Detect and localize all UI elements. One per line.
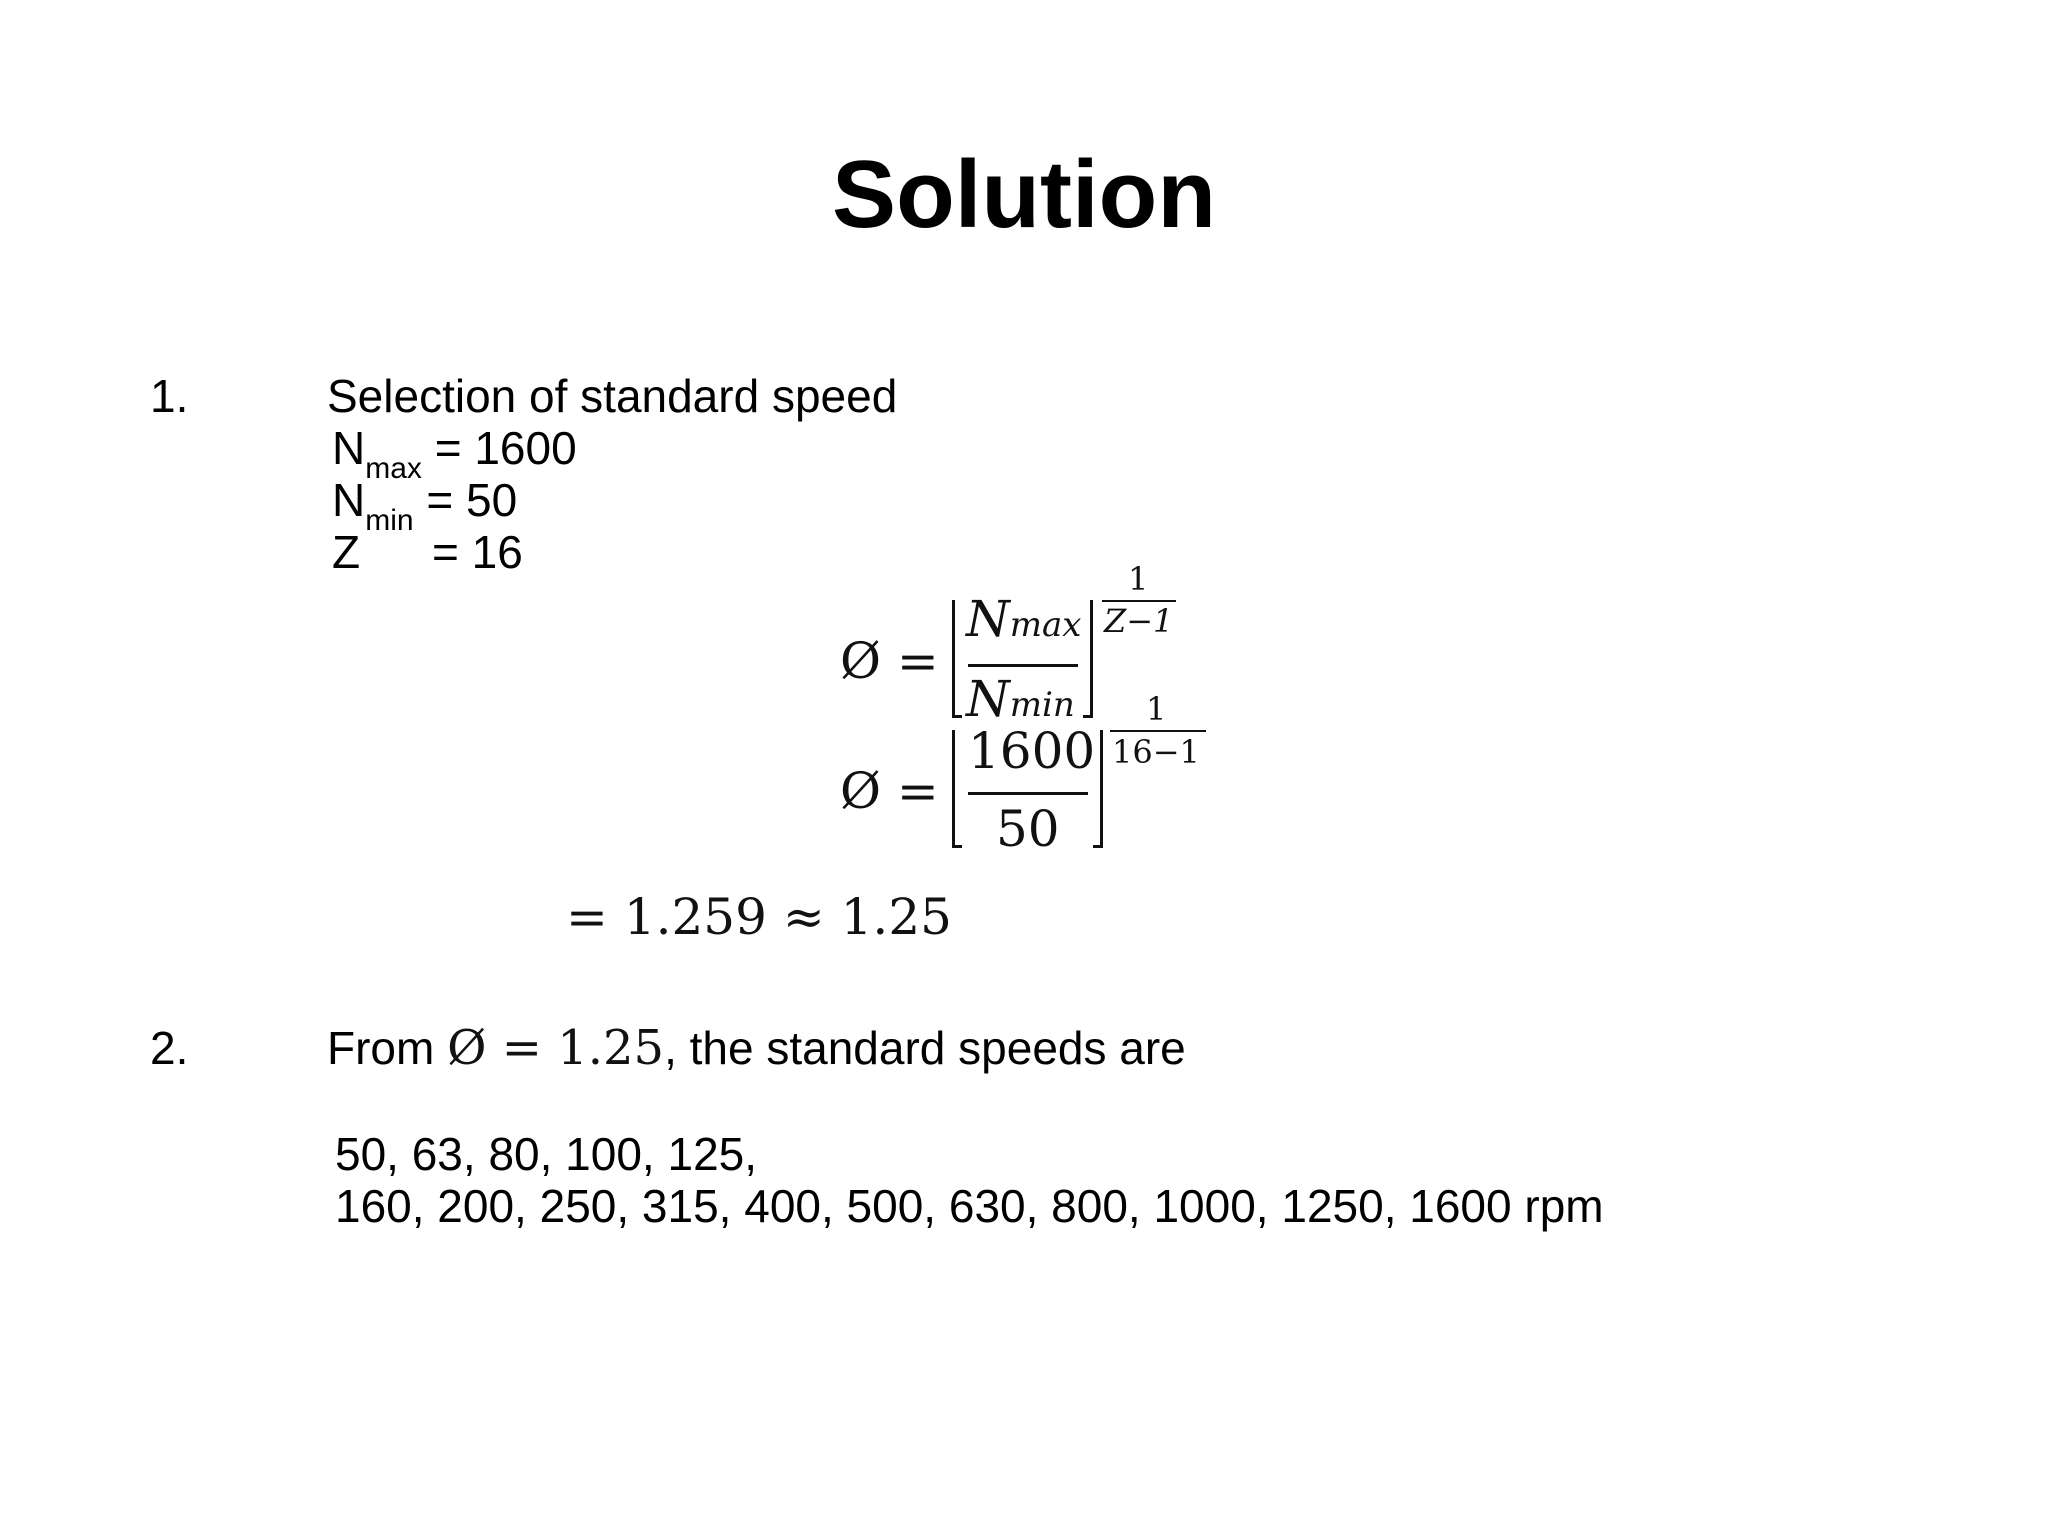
step-2-number: 2. xyxy=(150,1022,189,1074)
formula-1-left-bracket-foot xyxy=(952,715,962,718)
formula-1-lhs: Ø = xyxy=(840,632,939,690)
nmax-subscript: max xyxy=(365,452,422,485)
formula-2-left-bracket-foot xyxy=(952,845,962,848)
formula-1-numerator xyxy=(966,590,1081,648)
z-line xyxy=(332,526,360,578)
formula-2-right-bracket xyxy=(1100,730,1103,848)
step-2-prefix: From xyxy=(327,1022,448,1074)
formula-result: = 1.259 ≈ 1.25 xyxy=(566,888,952,946)
formula-1-den-sub: min xyxy=(1009,685,1075,725)
nmax-value: = 1600 xyxy=(434,422,577,474)
formula-2-exponent-num: 1 xyxy=(1146,690,1167,728)
formula-1-num-sub: max xyxy=(1009,605,1082,645)
step-1-heading: Selection of standard speed xyxy=(327,370,898,422)
formula-2-lhs: Ø = xyxy=(840,762,939,820)
nmin-symbol: N xyxy=(332,474,366,526)
formula-2-left-bracket xyxy=(952,730,955,848)
formula-1-right-bracket-foot xyxy=(1083,715,1093,718)
speeds-line-2: 160, 200, 250, 315, 400, 500, 630, 800, 1000, 1250, 1600 rpm xyxy=(335,1180,1604,1232)
formula-1-exponent-num: 1 xyxy=(1128,560,1149,598)
nmin-value: = 50 xyxy=(426,474,518,526)
nmax-symbol: N xyxy=(332,422,366,474)
formula-2-denominator: 50 xyxy=(996,800,1060,858)
step-2-suffix: , the standard speeds are xyxy=(664,1022,1186,1074)
formula-1-left-bracket xyxy=(952,600,955,718)
formula-1-den-symbol: N xyxy=(966,670,1010,728)
formula-2-right-bracket-foot xyxy=(1093,845,1103,848)
formula-2-fraction-bar xyxy=(968,792,1088,795)
formula-1-denominator xyxy=(966,670,1075,728)
step-1-number: 1. xyxy=(150,370,189,422)
formula-1-fraction-bar xyxy=(968,664,1078,667)
formula-2-exponent-den: 16−1 xyxy=(1112,733,1200,771)
step-2-heading xyxy=(327,1022,1186,1074)
slide-title: Solution xyxy=(832,141,1216,248)
nmin-line xyxy=(332,474,518,537)
nmax-line xyxy=(332,422,577,485)
z-value: = 16 xyxy=(432,526,523,578)
nmin-subscript: min xyxy=(365,504,414,537)
formula-1-right-bracket xyxy=(1090,600,1093,718)
formula-1-exponent-den: Z−1 xyxy=(1104,602,1174,640)
speeds-line-1: 50, 63, 80, 100, 125, xyxy=(335,1128,758,1180)
z-symbol: Z xyxy=(332,526,361,578)
formula-2-numerator: 1600 xyxy=(968,722,1096,780)
step-2-math: Ø = 1.25 xyxy=(447,1020,665,1076)
formula-1-num-symbol: N xyxy=(966,590,1010,648)
formula-2-exponent-bar xyxy=(1110,730,1206,732)
